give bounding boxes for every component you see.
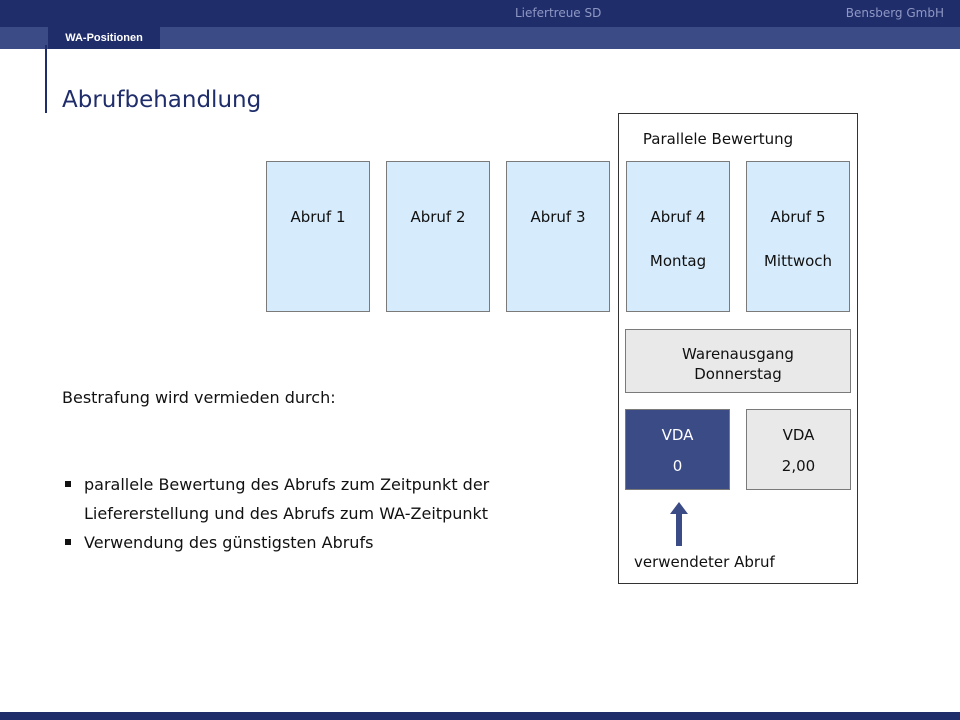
footer-bar bbox=[0, 712, 960, 720]
header-bar bbox=[0, 0, 960, 27]
vda-label: VDA bbox=[782, 426, 815, 444]
used-abruf-label: verwendeter Abruf bbox=[634, 553, 775, 571]
bullet-text: Verwendung des günstigsten Abrufs bbox=[84, 533, 374, 552]
vda-alternative-box bbox=[746, 409, 851, 490]
abruf-label: Abruf 4 bbox=[650, 208, 706, 226]
abruf-label: Abruf 3 bbox=[530, 208, 586, 226]
abruf-day: Mittwoch bbox=[763, 252, 833, 270]
warenausgang-box bbox=[625, 329, 851, 393]
bullet-item bbox=[62, 470, 574, 528]
abruf-box-3 bbox=[506, 161, 610, 312]
bullet-icon bbox=[65, 481, 71, 487]
bullet-text: parallele Bewertung des Abrufs zum Zeitpunkt der Liefererstellung und des Abrufs zum WA-Zeitpunkt bbox=[84, 475, 490, 523]
bullet-item bbox=[62, 528, 574, 557]
warenausgang-day: Donnerstag bbox=[694, 365, 782, 383]
warenausgang-label: Warenausgang bbox=[682, 345, 794, 363]
title-divider bbox=[45, 45, 47, 113]
parallel-evaluation-label: Parallele Bewertung bbox=[642, 130, 794, 148]
intro-text: Bestrafung wird vermieden durch: bbox=[62, 388, 336, 407]
abruf-label: Abruf 1 bbox=[290, 208, 346, 226]
abruf-box-4 bbox=[626, 161, 730, 312]
abruf-box-1 bbox=[266, 161, 370, 312]
abruf-label: Abruf 2 bbox=[410, 208, 466, 226]
vda-value: 0 bbox=[672, 457, 683, 475]
presentation-title: Liefertreue SD bbox=[515, 6, 602, 20]
bullet-icon bbox=[65, 539, 71, 545]
tab-wa-positionen[interactable]: WA-Positionen bbox=[48, 27, 160, 49]
vda-used-box bbox=[625, 409, 730, 490]
up-arrow-icon bbox=[670, 502, 688, 546]
vda-label: VDA bbox=[661, 426, 694, 444]
abruf-label: Abruf 5 bbox=[770, 208, 826, 226]
slide-title: Abrufbehandlung bbox=[62, 87, 262, 113]
company-name: Bensberg GmbH bbox=[845, 6, 944, 20]
abruf-day: Montag bbox=[649, 252, 707, 270]
vda-value: 2,00 bbox=[781, 457, 816, 475]
bullet-list bbox=[62, 470, 574, 557]
abruf-box-2 bbox=[386, 161, 490, 312]
abruf-box-5 bbox=[746, 161, 850, 312]
